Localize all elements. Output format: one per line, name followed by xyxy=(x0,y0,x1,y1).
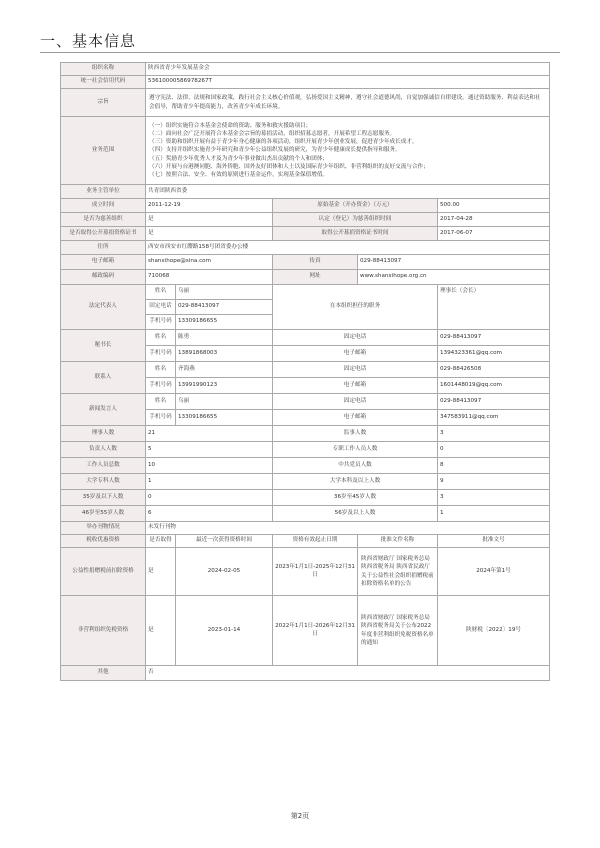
stat-value: 5 xyxy=(146,442,273,458)
row-secretary-name xyxy=(61,330,550,346)
certified-label: 认定（登记）为慈善组织时间 xyxy=(273,213,438,227)
scope-item: （五）奖励青少年优秀人才及为青少年事业做出杰出贡献的个人和团体； xyxy=(149,155,329,162)
secretary-mobile-value: 13891868003 xyxy=(176,346,273,362)
row-charity xyxy=(61,213,550,227)
contact-label: 联系人 xyxy=(61,362,146,394)
stat-label: 大学专科人数 xyxy=(61,474,146,490)
spokesman-name-value: 乌丽 xyxy=(176,394,273,410)
legal-mobile-value: 13309186655 xyxy=(176,315,273,330)
stat-label: 监事人数 xyxy=(273,426,438,442)
secretary-email-label: 电子邮箱 xyxy=(273,346,438,362)
tax-doc: 陕西省财政厅 国家税务总局陕西省税务局关于公布2022年度非营利组织免税资格名单的通知 xyxy=(358,596,438,666)
stat-value: 10 xyxy=(146,458,273,474)
row-address xyxy=(61,241,550,255)
section-title: 一、基本信息 xyxy=(40,32,137,50)
contact-name-label: 姓名 xyxy=(146,362,176,378)
stat-label: 大学本科及以上人数 xyxy=(273,474,438,490)
legal-label: 法定代表人 xyxy=(61,285,146,330)
legal-role-value: 理事长（会长） xyxy=(438,285,550,330)
fund-value: 500.00 xyxy=(438,199,550,213)
org-name-label: 组织名称 xyxy=(61,63,146,76)
stat-value: 9 xyxy=(438,474,550,490)
other-label: 其他 xyxy=(61,666,146,681)
legal-name-value: 乌丽 xyxy=(176,285,273,300)
secretary-mobile-label: 手机号码 xyxy=(146,346,176,362)
tax-name: 非营利组织免税资格 xyxy=(61,596,146,666)
scope-item: （二）面向社会广泛开展符合本基金会宗旨的募捐活动，组织招募志愿者，开展希望工程志愿服务。 xyxy=(149,130,396,137)
other-value: 否 xyxy=(146,666,550,681)
scope-label: 业务范围 xyxy=(61,117,146,185)
row-credit-code xyxy=(61,76,550,89)
tax-no: 陕财税〔2022〕19号 xyxy=(438,596,550,666)
spokesman-email-label: 电子邮箱 xyxy=(273,410,438,426)
stat-label: 中共党员人数 xyxy=(273,458,438,474)
stat-value: 8 xyxy=(438,458,550,474)
charity-value: 是 xyxy=(146,213,273,227)
contact-mobile-value: 13991990123 xyxy=(176,378,273,394)
legal-tel-label: 固定电话 xyxy=(146,300,176,315)
scope-item: （四）支持并组织实施青少年研究和青少年公益组织发展的研究，为青少年健康成长提供指导和服务。 xyxy=(149,147,401,154)
stat-value: 1 xyxy=(146,474,273,490)
legal-name-label: 姓名 xyxy=(146,285,176,300)
legal-tel-value: 029-88413097 xyxy=(176,300,273,315)
contact-tel-value: 029-88426508 xyxy=(438,362,550,378)
row-zip xyxy=(61,270,550,285)
tax-period: 2023年1月1日-2025年12月31日 xyxy=(273,548,358,596)
row-purpose xyxy=(61,89,550,117)
stat-value: 0 xyxy=(146,490,273,506)
row-tax xyxy=(61,548,550,596)
row-supervisor xyxy=(61,185,550,199)
spokesman-email-value: 347583911@qq.com xyxy=(438,410,550,426)
scope-item: （六）开展与台港澳同胞、海外侨胞、国外友好团体和人士以及国际青少年组织、非营利组织的友好交流与合作； xyxy=(149,163,429,170)
secretary-label: 秘书长 xyxy=(61,330,146,362)
fax-value: 029-88413097 xyxy=(358,255,550,270)
tax-header: 资格有效起止日期 xyxy=(273,535,358,548)
tax-period: 2022年1月1日-2026年12月31日 xyxy=(273,596,358,666)
contact-email-value: 1601448019@qq.com xyxy=(438,378,550,394)
supervisor-label: 业务主管单位 xyxy=(61,185,146,199)
row-contact-name xyxy=(61,362,550,378)
row-stats xyxy=(61,458,550,474)
stat-label: 工作人员总数 xyxy=(61,458,146,474)
row-stats xyxy=(61,490,550,506)
row-spokesman-name xyxy=(61,394,550,410)
branch-label: 举办刊物情况 xyxy=(61,522,146,535)
row-tax-header xyxy=(61,535,550,548)
contact-name-value: 齐海燕 xyxy=(176,362,273,378)
scope-value xyxy=(146,117,550,185)
credit-code-label: 统一社会信用代码 xyxy=(61,76,146,89)
tax-no: 2024年第1号 xyxy=(438,548,550,596)
spokesman-tel-label: 固定电话 xyxy=(273,394,438,410)
tax-header: 最近一次获得资格时间 xyxy=(176,535,273,548)
secretary-tel-label: 固定电话 xyxy=(273,330,438,346)
public-value: 是 xyxy=(146,227,273,241)
spokesman-tel-value: 029-88413097 xyxy=(438,394,550,410)
web-label: 网址 xyxy=(273,270,358,285)
row-tax xyxy=(61,596,550,666)
row-public-fundraising xyxy=(61,227,550,241)
row-founded xyxy=(61,199,550,213)
row-stats xyxy=(61,426,550,442)
scope-item: （一）组织实施符合本基金会使命的资助、服务和救灾援助项目； xyxy=(149,122,312,129)
tax-header: 是否取得 xyxy=(146,535,176,548)
scope-item: （七）按照合法、安全、有效的原则进行基金运作，实现基金保值增值。 xyxy=(149,172,329,178)
contact-mobile-label: 手机号码 xyxy=(146,378,176,394)
purpose-value: 遵守宪法、法律、法规和国家政策，践行社会主义核心价值观，弘扬爱国主义精神，遵守社会道德风尚，自觉加强诚信自律建设。通过资助服务、利益表达和社会倡导，帮助青少年提高能力，改善青少年成长环境。 xyxy=(146,89,550,117)
stat-label: 理事人数 xyxy=(61,426,146,442)
spokesman-name-label: 姓名 xyxy=(146,394,176,410)
spokesman-mobile-value: 13309186655 xyxy=(176,410,273,426)
row-scope xyxy=(61,117,550,185)
tax-header: 税收优惠资格 xyxy=(61,535,146,548)
stat-value: 0 xyxy=(438,442,550,458)
certified-value: 2017-04-28 xyxy=(438,213,550,227)
secretary-name-value: 陈勇 xyxy=(176,330,273,346)
secretary-name-label: 姓名 xyxy=(146,330,176,346)
row-email xyxy=(61,255,550,270)
row-stats xyxy=(61,442,550,458)
email-label: 电子邮箱 xyxy=(61,255,146,270)
branch-value: 未发行刊物 xyxy=(146,522,550,535)
secretary-email-value: 1394323361@qq.com xyxy=(438,346,550,362)
stat-value: 6 xyxy=(146,506,273,522)
zip-label: 邮政编码 xyxy=(61,270,146,285)
stat-label: 35岁及以下人数 xyxy=(61,490,146,506)
page-number: 第2页 xyxy=(290,812,310,820)
tax-header: 批准文号 xyxy=(438,535,550,548)
tax-doc: 陕西省财政厅 国家税务总局陕西省税务局 陕西省民政厅关于公益性社会组织捐赠税前扣除资格名单的公告 xyxy=(358,548,438,596)
email-value: shanxihope@sina.com xyxy=(146,255,273,270)
tax-got: 是 xyxy=(146,596,176,666)
stat-label: 36岁至45岁人数 xyxy=(273,490,438,506)
row-org-name xyxy=(61,63,550,76)
public-time-value: 2017-06-07 xyxy=(438,227,550,241)
supervisor-value: 共青团陕西省委 xyxy=(146,185,550,199)
founded-value: 2011-12-19 xyxy=(146,199,273,213)
stat-value: 21 xyxy=(146,426,273,442)
zip-value: 710068 xyxy=(146,270,273,285)
secretary-tel-value: 029-88413097 xyxy=(438,330,550,346)
legal-role-label: 在本组织担任的职务 xyxy=(273,285,438,330)
web-value: www.shanxihope.org.cn xyxy=(358,270,550,285)
tax-date: 2023-01-14 xyxy=(176,596,273,666)
public-time-label: 取得公开募捐资格证书时间 xyxy=(273,227,438,241)
tax-header: 批准文件名称 xyxy=(358,535,438,548)
purpose-label: 宗旨 xyxy=(61,89,146,117)
row-legal-name xyxy=(61,285,550,300)
stat-label: 负责人人数 xyxy=(61,442,146,458)
row-stats xyxy=(61,474,550,490)
title-divider xyxy=(40,52,560,53)
scope-item: （三）资助和组织开展有益于青少年身心健康的各项活动，组织开展青少年创业发展，促进青少年成长成才。 xyxy=(149,139,418,146)
founded-label: 成立时间 xyxy=(61,199,146,213)
spokesman-label: 新闻发言人 xyxy=(61,394,146,426)
public-label: 是否取得公开募捐资格证书 xyxy=(61,227,146,241)
fund-label: 原始基金（开办资金）（万元） xyxy=(273,199,438,213)
fax-label: 传真 xyxy=(273,255,358,270)
stat-label: 56岁及以上人数 xyxy=(273,506,438,522)
tax-name: 公益性捐赠税前扣除资格 xyxy=(61,548,146,596)
charity-label: 是否为慈善组织 xyxy=(61,213,146,227)
address-label: 住所 xyxy=(61,241,146,255)
row-stats xyxy=(61,506,550,522)
row-branch xyxy=(61,522,550,535)
credit-code-value: 53610000586978267T xyxy=(146,76,550,89)
tax-date: 2024-02-05 xyxy=(176,548,273,596)
org-name-value: 陕西省青少年发展基金会 xyxy=(146,63,550,76)
basic-info-table xyxy=(60,62,550,681)
stat-value: 1 xyxy=(438,506,550,522)
contact-tel-label: 固定电话 xyxy=(273,362,438,378)
stat-value: 3 xyxy=(438,490,550,506)
legal-mobile-label: 手机号码 xyxy=(146,315,176,330)
stat-label: 46岁至55岁人数 xyxy=(61,506,146,522)
contact-email-label: 电子邮箱 xyxy=(273,378,438,394)
stat-label: 专职工作人员人数 xyxy=(273,442,438,458)
spokesman-mobile-label: 手机号码 xyxy=(146,410,176,426)
address-value: 西安市西安市红缨路158号团省委办公楼 xyxy=(146,241,550,255)
tax-got: 是 xyxy=(146,548,176,596)
stat-value: 3 xyxy=(438,426,550,442)
row-other xyxy=(61,666,550,681)
